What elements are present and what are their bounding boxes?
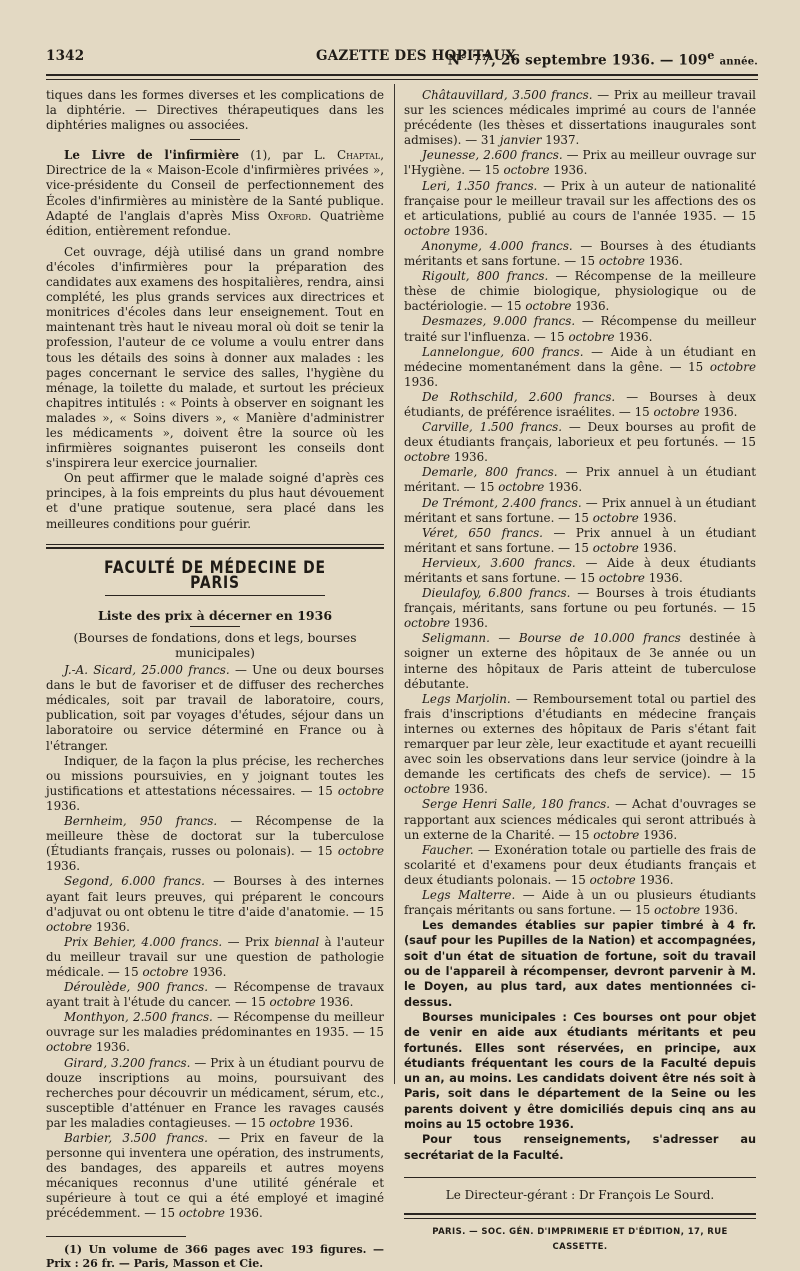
prize-name: Leri,: [422, 178, 451, 193]
right-column: [404, 88, 756, 1255]
prize-date: octobre: [653, 404, 700, 419]
header-rule-thin: [46, 79, 758, 80]
prize-entry: [404, 843, 756, 888]
prize-name: Desmazes,: [422, 314, 487, 329]
journal-title: GAZETTE DES HOPITAUX: [316, 48, 517, 64]
prize-amount: 1.500 francs.: [472, 420, 562, 435]
prize-entry: [404, 239, 756, 269]
prize-amount: 2.400 francs.: [497, 495, 582, 510]
prize-amount: 600 francs.: [504, 344, 584, 359]
prize-date: octobre: [598, 571, 645, 585]
divider: [404, 1177, 756, 1178]
prize-date: octobre: [46, 1040, 93, 1055]
footnote: (1) Un volume de 366 pages avec 193 figures. — Prix : 26 fr. — Paris, Masson et Cie.: [46, 1242, 384, 1270]
prize-name: Demarle,: [422, 465, 478, 480]
left-column: [46, 88, 384, 1271]
prize-entry: [46, 1131, 384, 1222]
prize-text: — Bourses à deux étudiants, de préférence israélites. — 15: [404, 389, 756, 419]
prize-text: — Prix à un auteur de nationalité française pour le meilleur travail sur les affections des os et articulations, publié au cours de l'année 1935. — 15: [404, 178, 756, 223]
prize-amount: 2.600 francs.: [517, 389, 616, 404]
prize-entry: [404, 390, 756, 420]
notice-paragraph: Pour tous renseignements, s'adresser au secrétariat de la Faculté.: [404, 1133, 756, 1162]
prize-entry: [404, 345, 756, 390]
divider: [190, 626, 240, 627]
prize-year: 1936.: [224, 1206, 263, 1221]
prize-name: Segond,: [64, 874, 114, 889]
prize-name: Véret,: [422, 525, 458, 540]
prize-year: 1936.: [92, 1040, 130, 1055]
prize-name: Legs Marjolin.: [422, 691, 511, 706]
prize-name: Déroulède,: [64, 980, 131, 995]
prize-date: octobre: [503, 163, 550, 178]
printer-rule: [404, 1213, 756, 1215]
prize-text: — Bourses à des étudiants méritants et sans fortune. — 15: [404, 238, 756, 269]
prize-date: octobre: [404, 223, 451, 238]
prize-date: octobre: [46, 919, 93, 934]
prize-amount: 4.000 francs.: [136, 934, 223, 949]
prize-name: Legs Malterre.: [422, 887, 516, 902]
prize-amount: 3.500 francs.: [507, 88, 593, 102]
prize-entry: [404, 269, 756, 314]
list-subtitle: (Bourses de fondations, dons et legs, bourses municipales): [73, 630, 357, 660]
printer-rule-thin: [404, 1218, 756, 1219]
prize-date: octobre: [593, 827, 640, 842]
prize-amount: 650 francs.: [457, 525, 543, 540]
issue-info: N° 77, 26 septembre 1936. — 109e année.: [447, 48, 758, 69]
prize-name: Monthyon,: [64, 1010, 129, 1025]
prize-amount: — Bourse de 10.000 francs: [489, 631, 681, 646]
prize-entry: [404, 586, 756, 631]
page-header: [46, 48, 758, 70]
prize-text: — Prix en faveur de la personne qui inventera une opération, des instruments, des bandages, des appareils et autres moyens mécaniques reconnus d'une utilité générale et supérieure à tout ce qui a été employé et imaginé précédemment. — 15: [46, 1131, 384, 1221]
paragraph: On peut affirmer que le malade soigné d'après ces principes, à la fois empreints du plus haut dévouement et d'une pratique soutenue, sera placé dans les meilleures conditions pour guérir.: [46, 471, 384, 531]
prize-amount: 2.500 francs.: [128, 1010, 213, 1025]
section-title: FACULTÉ DE MÉDECINE DE PARIS: [104, 557, 326, 593]
prize-text: — Bourses à des internes ayant fait leurs preuves, qui préparent le concours d'adjuvat ou ont obtenu le titre d'aide d'anatomie. — 15: [46, 874, 384, 919]
prize-entry: [46, 663, 384, 754]
prize-date: octobre: [568, 329, 615, 344]
prize-entry: [46, 1010, 384, 1055]
notice-paragraph: Les demandes établies sur papier timbré à 4 fr. (sauf pour les Pupilles de la Nation) et accompagnées, soit d'un état de situation de fortune, soit du travail ou de l'appareil à récompenser, devront parvenir à M. le Doyen, au plus tard, aux dates mentionnées ci-dessus.: [404, 919, 756, 1009]
divider: [190, 139, 240, 140]
prize-text: — Récompense de la meilleure thèse de doctorat sur la tuberculose (Étudiants français, russes ou polonais). — 15: [46, 814, 384, 859]
prize-entry: [404, 631, 756, 691]
prize-entry: [46, 754, 384, 814]
prize-name: Rigoult,: [422, 269, 470, 284]
prize-date: octobre: [589, 872, 636, 887]
page-number: 1342: [46, 48, 85, 64]
header-rule: [46, 74, 758, 76]
prize-year: 1936.: [46, 859, 81, 874]
prize-name: Bernheim,: [64, 814, 127, 829]
prize-amount: 3.600 francs.: [480, 555, 576, 570]
prize-year: 1936.: [638, 540, 677, 555]
prize-amount: 1.350 francs.: [450, 178, 538, 193]
prize-name: Anonyme,: [422, 238, 482, 253]
prize-date: octobre: [525, 299, 572, 314]
prize-year: 1936.: [644, 254, 683, 269]
prize-year: 1936.: [614, 329, 653, 344]
prize-year: 1936.: [188, 964, 227, 979]
prize-year: 1936.: [46, 798, 81, 813]
prize-date: octobre: [654, 903, 701, 918]
prize-year: 1936.: [315, 995, 354, 1010]
prize-name: Barbier,: [64, 1131, 113, 1145]
prize-text: — Prix à un étudiant pourvu de douze inscriptions au moins, poursuivant des recherches pour découvrir un médicament, sérum, etc., susceptible d'atténuer en France les ravages causés par les maladies contagieuses. — 15: [46, 1055, 384, 1130]
prize-entry: [404, 314, 756, 344]
paragraph: tiques dans les formes diverses et les complications de la diphtérie. — Directives thérapeutiques dans les diphtéries malignes ou associées.: [46, 88, 384, 133]
section-rule-thick: [46, 547, 384, 549]
prize-amount: 900 francs.: [130, 980, 209, 995]
prize-entry: [404, 692, 756, 798]
prize-entry: [46, 935, 384, 980]
prize-date: octobre: [709, 359, 756, 374]
paragraph: Cet ouvrage, déjà utilisé dans un grand nombre d'écoles d'infirmières pour la préparation des candidates aux examens des hospitalières, rendra, ainsi complété, les plus grands services aux directrices et monitrices d'écoles dans leur enseignement. Tout en maintenant très haut le niveau moral où doit se tenir la profession, l'auteur de ce volume a voulu entrer dans tous les détails des soins à donner aux malades : les pages concernant le service des salles, l'hygiène du ménage, la toilette du malade, et surtout les précieux chapitres intitulés : « Points à observer en soignant les malades », « Soins divers », « Manière d'administrer les médicaments », doivent être la source où les infirmières soignantes puiseront les conseils dont s'inspirera leur exercice journalier.: [46, 244, 384, 471]
prize-amount: 25.000 francs.: [136, 663, 230, 678]
prize-amount: 6.000 francs.: [113, 874, 205, 889]
prize-text: à l'auteur du meilleur travail sur une question de pathologie médicale. — 15: [46, 934, 384, 979]
prize-entry: [46, 874, 384, 934]
prize-year: 1936.: [571, 299, 610, 314]
printer-line: PARIS. — SOC. GÉN. D'IMPRIMERIE ET D'ÉDITION, 17, RUE CASSETTE.: [432, 1227, 728, 1253]
prize-name: De Rothschild,: [422, 389, 518, 404]
prize-entry: [46, 814, 384, 874]
prize-text: — Aide à deux étudiants méritants et sans fortune. — 15: [404, 555, 756, 585]
section-rule: [46, 544, 384, 545]
prize-year: 1936.: [549, 163, 588, 178]
prize-text: — Deux bourses au profit de deux étudiants français, laborieux et peu fortunés. — 15: [404, 420, 756, 450]
prize-year: 1936.: [315, 1115, 354, 1130]
prize-text: — Achat d'ouvrages se rapportant aux sciences médicales qui seront attribués à un externe de la Charité. — 15: [404, 797, 756, 842]
prize-amount: 950 francs.: [126, 814, 218, 829]
prize-date: octobre: [592, 540, 639, 555]
prize-amount: 180 francs.: [535, 797, 611, 812]
prize-name: Lannelongue,: [422, 344, 505, 359]
prize-name: Girard,: [64, 1055, 108, 1070]
notice-block: [404, 918, 756, 1163]
prize-text: — Récompense du meilleur traité sur l'influenza. — 15: [404, 314, 756, 344]
footnote-rule: [46, 1236, 186, 1237]
prize-entry: [404, 556, 756, 586]
prize-date: octobre: [337, 783, 384, 798]
column-separator: [394, 84, 395, 1084]
prize-amount: 2.600 francs.: [479, 148, 563, 163]
prize-amount: 4.000 francs.: [481, 238, 573, 253]
prize-text: — Prix annuel à un étudiant méritant et sans fortune. — 15: [404, 495, 757, 525]
prize-text: — Récompense de travaux ayant trait à l'étude du cancer. — 15: [46, 980, 384, 1010]
prize-text: — Aide à un étudiant en médecine momentanément dans la gêne. — 15: [404, 344, 756, 374]
prize-year: 1936.: [450, 782, 488, 797]
prize-year: 1936.: [404, 374, 439, 389]
prize-name: Serge Henri Salle,: [422, 797, 536, 812]
prize-date: octobre: [404, 616, 451, 631]
prize-entry: [46, 1056, 384, 1131]
prize-date: octobre: [404, 450, 451, 465]
prize-amount: 800 francs.: [477, 465, 558, 480]
prize-date: octobre: [592, 510, 639, 525]
prize-year: 1936.: [450, 616, 488, 631]
prize-year: 1936.: [92, 919, 130, 934]
prize-name: Seligmann.: [422, 631, 490, 646]
prize-text: — Prix annuel à un étudiant méritant. — 15: [404, 465, 756, 495]
prize-entry: [404, 888, 756, 918]
prize-date: octobre: [178, 1206, 225, 1221]
prize-year: 1936.: [635, 872, 674, 887]
prize-name: J.-A. Sicard,: [64, 663, 137, 678]
prize-text: — Exonération totale ou partielle des frais de scolarité et d'examens pour deux étudiants français et deux étudiants polonais. — 15: [404, 842, 756, 887]
book-review-heading: Le Livre de l'infirmière (1), par L. Chaptal, Directrice de la « Maison-Ecole d'infirmières privées », vice-présidente du Conseil de perfectionnement des Écoles d'infirmières au ministère de la Santé publique. Adapté de l'anglais d'après Miss Oxford. Quatrième édition, entièrement refondue.: [46, 148, 385, 238]
prize-date: octobre: [142, 964, 189, 979]
prize-text: biennal: [274, 934, 320, 949]
prize-amount: 3.500 francs.: [112, 1131, 208, 1145]
prize-year: 1936.: [544, 480, 583, 495]
prize-entry: [404, 465, 756, 495]
divider: [105, 595, 325, 596]
prize-amount: 3.200 francs.: [107, 1055, 191, 1070]
prize-entry: [404, 797, 756, 842]
prize-entry: [404, 148, 756, 178]
prize-text: — Récompense de la meilleure thèse de chimie biologique, physiologique ou de bactériologie. — 15: [404, 269, 756, 314]
prize-text: — Remboursement total ou partiel des frais d'inscriptions d'étudiants en médecine français internes ou externes des hôpitaux de Paris s'étant fait remarquer par leur zèle, leur exactitude et ayant recueilli avec soin les observations dans leur service (joindre à la demande les certificats des chefs de service). — 15: [404, 691, 756, 782]
prize-year: 1936.: [699, 404, 738, 419]
prize-amount: 800 francs.: [469, 269, 549, 284]
prize-entry: [404, 496, 756, 526]
prize-year: 1936.: [700, 903, 739, 918]
prize-text: destinée à soigner un externe des hôpitaux de 3e année ou un interne des hôpitaux de Paris atteint de tuberculose débutante.: [404, 631, 757, 691]
prize-name: Carville,: [422, 420, 473, 435]
prize-text: — Aide à un ou plusieurs étudiants français méritants ou sans fortune. — 15: [404, 887, 756, 918]
prize-amount: 9.000 francs.: [486, 314, 576, 329]
prize-entry: [46, 980, 384, 1010]
prize-year: 1936.: [450, 450, 488, 465]
prize-entry: [404, 88, 756, 148]
prize-year: 1936.: [450, 223, 488, 238]
prize-year: 1936.: [639, 827, 678, 842]
prize-text: — Une ou deux bourses dans le but de favoriser et de diffuser des recherches médicales, soit par travail de laboratoire, cours, publication, soit par voyages d'études, séjour dans un laboratoire ou service déterminé en France ou à l'étranger.: [46, 663, 384, 753]
prize-entry: [404, 179, 756, 239]
prize-date: janvier: [499, 133, 542, 148]
prize-date: octobre: [269, 995, 316, 1010]
prize-name: Châtauvillard,: [422, 88, 508, 102]
prize-year: 1936.: [644, 571, 683, 585]
prize-name: Hervieux,: [422, 555, 481, 570]
prize-text: — Prix au meilleur travail sur les sciences médicales imprimé au cours de l'année précédente (les thèses et dissertations inaugurales sont admises). — 31: [404, 88, 756, 148]
prize-name: Jeunesse,: [422, 148, 480, 163]
prize-date: octobre: [598, 254, 645, 269]
prize-date: octobre: [404, 782, 451, 797]
prize-amount: 6.800 francs.: [481, 586, 571, 601]
prize-name: Dieulafoy,: [422, 586, 482, 601]
prize-text: — Prix au meilleur ouvrage sur l'Hygiène. — 15: [404, 148, 756, 178]
prize-name: Prix Behier,: [64, 934, 137, 949]
list-title: Liste des prix à décerner en 1936: [97, 607, 333, 623]
prize-date: octobre: [269, 1115, 316, 1130]
director-line: Le Directeur-gérant : Dr François Le Sourd.: [445, 1187, 715, 1202]
prize-text: — Prix: [222, 934, 275, 949]
prize-year: 1936.: [638, 510, 677, 525]
prize-date: octobre: [498, 480, 545, 495]
prize-name: Faucher.: [422, 842, 474, 857]
prize-entry: [404, 526, 756, 556]
prize-text: Indiquer, de la façon la plus précise, les recherches ou missions poursuivies, en y joignant toutes les justifications et attestations nécessaires. — 15: [46, 753, 384, 798]
prize-text: — Bourses à trois étudiants français, méritants, sans fortune ou peu fortunés. — 15: [404, 586, 756, 616]
prize-text: — Prix annuel à un étudiant méritant et sans fortune. — 15: [404, 525, 756, 555]
prize-text: — Récompense du meilleur ouvrage sur les maladies prédominantes en 1935. — 15: [46, 1010, 384, 1040]
prize-name: De Trémont,: [422, 495, 498, 510]
notice-paragraph: Bourses municipales : Ces bourses ont pour objet de venir en aide aux étudiants méritants et peu fortunés. Elles sont réservées, en principe, aux étudiants fréquentant les cours de la Faculté depuis un an, au moins. Les candidats doivent être nés soit à Paris, soit dans le département de la Seine ou les parents doivent y être domiciliés depuis cinq ans au moins au 15 octobre 1936.: [404, 1010, 756, 1132]
prize-list: [404, 88, 756, 918]
prize-year: 1937.: [541, 133, 580, 148]
prize-date: octobre: [337, 844, 384, 859]
prize-entry: [404, 420, 756, 465]
